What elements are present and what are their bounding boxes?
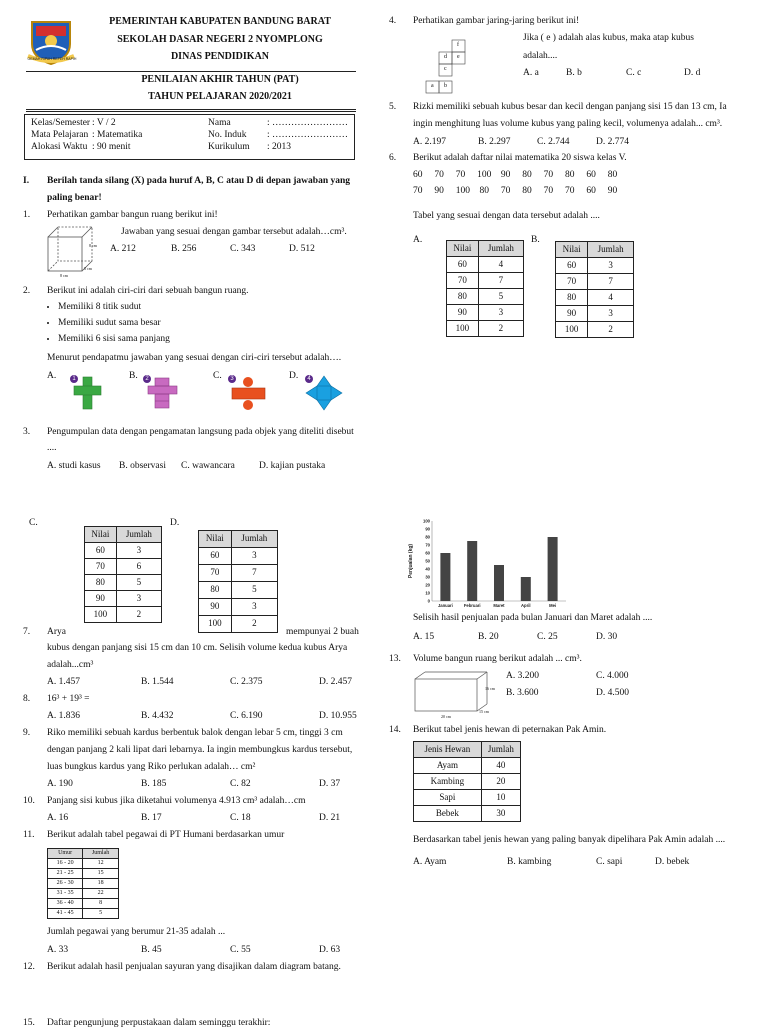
table-cell: 90	[199, 599, 232, 616]
table-row	[48, 889, 119, 899]
y-tick-label: 100	[423, 518, 430, 524]
table-cell: 3	[588, 306, 634, 322]
table-row	[85, 559, 162, 575]
q14-text: Berikut tabel jenis hewan di peternakan Pak Amin.	[413, 725, 607, 735]
table-cell: 12	[83, 859, 119, 869]
q2-bullet-3: • Memiliki 6 sisi sama panjang	[58, 334, 170, 346]
q1-option-d[interactable]: D. 512	[289, 244, 315, 254]
q12-option-d[interactable]: D. 30	[596, 632, 618, 642]
q2-bullet-1: • Memiliki 8 titik sudut	[58, 302, 170, 314]
q12-option-b[interactable]: B. 20	[478, 632, 499, 642]
section-number: I.	[23, 176, 30, 186]
kelas-value: : V / 2	[92, 118, 116, 128]
table-cell: 4	[588, 290, 634, 306]
table-cell: 40	[481, 758, 520, 774]
q4-number: 4.	[389, 16, 397, 26]
q2-badge-d: 4	[305, 375, 313, 383]
q6-table-d	[198, 530, 278, 633]
table-cell: 60	[85, 543, 117, 559]
table-cell: Kambing	[414, 774, 482, 790]
table-cell: 22	[83, 889, 119, 899]
q6-data-row-2: 70 90 100 80 70 80 70 70 60 90	[413, 186, 618, 196]
table-cell: 5	[83, 909, 119, 919]
q7-option-c[interactable]: C. 2.375	[230, 677, 263, 687]
q11-option-a[interactable]: A. 33	[47, 945, 69, 955]
q1-option-b[interactable]: B. 256	[171, 244, 197, 254]
header-divider	[26, 71, 356, 72]
q11-text-2: Jumlah pegawai yang berumur 21-35 adalah ...	[47, 927, 226, 937]
table-row	[199, 548, 278, 565]
q9-text-2: dengan panjang 2 kali lipat dari lebarnya. Ia ingin membungkus kardus tersebut,	[47, 745, 353, 755]
table-cell: 60	[447, 257, 479, 273]
table-cell: 90	[85, 591, 117, 607]
waktu-value: : 90 menit	[92, 142, 131, 152]
q11-age-table-header-1: Jumlah	[83, 849, 119, 859]
q6-table-d-header-1: Jumlah	[231, 531, 277, 548]
q1-text: Perhatikan gambar bangun ruang berikut ini!	[47, 210, 218, 220]
table-cell: 80	[199, 582, 232, 599]
table-cell: 8	[83, 899, 119, 909]
table-cell: 2	[478, 321, 523, 337]
q7-option-d[interactable]: D. 2.457	[319, 677, 352, 687]
table-row	[447, 273, 524, 289]
q9-option-d[interactable]: D. 37	[319, 779, 341, 789]
y-tick-label: 50	[425, 558, 430, 564]
q13-dim-width: 15 cm	[479, 709, 489, 714]
table-cell: 90	[447, 305, 479, 321]
q6-text-2: Tabel yang sesuai dengan data tersebut adalah ....	[413, 211, 600, 221]
table-cell: 80	[447, 289, 479, 305]
header-divider-3	[26, 111, 356, 112]
table-cell: 70	[556, 274, 588, 290]
table-row	[556, 274, 634, 290]
q9-text: Riko memiliki sebuah kardus berbentuk balok dengan lebar 5 cm, tinggi 3 cm	[47, 728, 343, 738]
table-row	[48, 899, 119, 909]
q2-badge-a: 1	[70, 375, 78, 383]
q2-number: 2.	[23, 286, 31, 296]
table-cell: 7	[588, 274, 634, 290]
q1-number: 1.	[23, 210, 31, 220]
bar	[548, 537, 558, 601]
q6-table-b-header-0: Nilai	[556, 242, 588, 258]
q12-bar-chart	[404, 515, 574, 615]
table-row	[414, 790, 521, 806]
q11-age-table-header-0: Umur	[48, 849, 83, 859]
q14-animal-table-header-0: Jenis Hewan	[414, 742, 482, 758]
q7-option-a[interactable]: A. 1.457	[47, 677, 80, 687]
exam-title: PENILAIAN AKHIR TAHUN (PAT)	[141, 74, 299, 85]
table-cell: 3	[588, 258, 634, 274]
q6-number: 6.	[389, 153, 397, 163]
table-cell: 70	[447, 273, 479, 289]
table-cell: 2	[231, 616, 277, 633]
table-cell: 100	[447, 321, 479, 337]
table-cell: 2	[116, 607, 161, 623]
q6-option-b-letter[interactable]: B.	[531, 235, 540, 245]
table-row	[85, 607, 162, 623]
q5-option-b[interactable]: B. 2.297	[478, 137, 511, 147]
q8-option-d[interactable]: D. 10.955	[319, 711, 357, 721]
q13-option-d[interactable]: D. 4.500	[596, 688, 629, 698]
induk-value[interactable]: : ……………………	[267, 130, 349, 140]
table-row	[48, 879, 119, 889]
q14-animal-table	[413, 741, 521, 822]
q14-option-b[interactable]: B. kambing	[507, 857, 552, 867]
mapel-label: Mata Pelajaran	[31, 130, 89, 140]
table-cell: 60	[556, 258, 588, 274]
q2-option-b-letter[interactable]: B.	[129, 371, 138, 381]
q14-option-d[interactable]: D. bebek	[655, 857, 690, 867]
table-cell: 5	[478, 289, 523, 305]
table-row	[48, 869, 119, 879]
table-cell: 90	[556, 306, 588, 322]
x-tick-label: Maret	[493, 603, 505, 608]
table-cell: 80	[85, 575, 117, 591]
q6-table-c-header-0: Nilai	[85, 527, 117, 543]
q15-text: Daftar pengunjung perpustakaan dalam seminggu terakhir:	[47, 1018, 271, 1028]
table-row	[447, 257, 524, 273]
q4-net-f: f	[457, 42, 459, 48]
table-row	[48, 909, 119, 919]
q1-option-a[interactable]: A. 212	[110, 244, 136, 254]
table-row	[556, 322, 634, 338]
q3-text: Pengumpulan data dengan pengamatan langsung pada objek yang diteliti disebut	[47, 427, 354, 437]
q6-table-b	[555, 241, 634, 338]
q2-badge-c: 3	[228, 375, 236, 383]
table-cell: 10	[481, 790, 520, 806]
header-line-3: DINAS PENDIDIKAN	[170, 51, 270, 62]
q2-text: Berikut ini adalah ciri-ciri dari sebuah bangun ruang.	[47, 286, 249, 296]
q4-net-a: a	[431, 83, 434, 89]
x-tick-label: April	[521, 603, 531, 608]
q13-option-a[interactable]: A. 3.200	[506, 671, 539, 681]
q13-dim-height: 16 cm	[485, 686, 495, 691]
q7-text-a: Arya	[47, 627, 66, 637]
table-cell: 26 - 30	[48, 879, 83, 889]
table-cell: Bebek	[414, 806, 482, 822]
q14-animal-table-header-row	[414, 742, 521, 758]
table-cell: 6	[116, 559, 161, 575]
student-info-box	[24, 114, 355, 160]
table-row	[447, 289, 524, 305]
kurikulum-label: Kurikulum	[208, 142, 250, 152]
table-cell: 100	[199, 616, 232, 633]
q13-option-c[interactable]: C. 4.000	[596, 671, 629, 681]
q9-option-b[interactable]: B. 185	[141, 779, 167, 789]
table-cell: 3	[231, 599, 277, 616]
q7-text-b: mempunyai 2 buah	[286, 627, 359, 637]
q4-text: Perhatikan gambar jaring-jaring berikut ini!	[413, 16, 580, 26]
nama-label: Nama	[208, 118, 231, 128]
q8-option-a[interactable]: A. 1.836	[47, 711, 80, 721]
q11-number: 11.	[23, 830, 35, 840]
table-cell: 7	[231, 565, 277, 582]
bar	[494, 565, 504, 601]
q3-text-cont: ....	[47, 443, 57, 453]
table-row	[85, 575, 162, 591]
q4-text-3: adalah....	[523, 51, 558, 61]
table-cell: 70	[85, 559, 117, 575]
q9-option-c[interactable]: C. 82	[230, 779, 251, 789]
exam-year: TAHUN PELAJARAN 2020/2021	[148, 91, 292, 102]
q11-option-d[interactable]: D. 63	[319, 945, 341, 955]
table-row	[85, 543, 162, 559]
q4-option-d[interactable]: D. d	[684, 68, 701, 78]
q13-text: Volume bangun ruang berikut adalah ... cm³.	[413, 654, 582, 664]
q14-option-c[interactable]: C. sapi	[596, 857, 623, 867]
q12-number: 12.	[23, 962, 35, 972]
q6-data-row-1: 60 70 70 100 90 80 70 80 60 80	[413, 170, 618, 180]
q3-option-d[interactable]: D. kajian pustaka	[259, 461, 326, 471]
q13-number: 13.	[389, 654, 401, 664]
y-tick-label: 0	[427, 598, 430, 604]
y-tick-label: 70	[425, 542, 430, 548]
y-tick-label: 60	[425, 550, 430, 556]
q4-net-d: d	[444, 54, 447, 60]
q10-option-c[interactable]: C. 18	[230, 813, 251, 823]
table-cell: 20	[481, 774, 520, 790]
table-cell: 70	[199, 565, 232, 582]
y-tick-label: 10	[425, 590, 430, 596]
header-line-2: SEKOLAH DASAR NEGERI 2 NYOMPLONG	[117, 34, 323, 45]
q10-text: Panjang sisi kubus jika diketahui volumenya 4.913 cm³ adalah…cm	[47, 796, 306, 806]
section-instruction-2: paling benar!	[47, 193, 102, 203]
q6-table-d-header-row	[199, 531, 278, 548]
q12-text: Berikut adalah hasil penjualan sayuran yang disajikan dalam diagram batang.	[47, 962, 341, 972]
q5-number: 5.	[389, 102, 397, 112]
table-cell: Ayam	[414, 758, 482, 774]
table-cell: 3	[116, 543, 161, 559]
q11-text: Berikut adalah tabel pegawai di PT Humani berdasarkan umur	[47, 830, 285, 840]
waktu-label: Alokasi Waktu	[31, 142, 88, 152]
table-row	[85, 591, 162, 607]
q6-option-c-letter[interactable]: C.	[29, 518, 38, 528]
q8-number: 8.	[23, 694, 31, 704]
q6-table-a-header-row	[447, 241, 524, 257]
table-row	[414, 806, 521, 822]
q5-text: Rizki memiliki sebuah kubus besar dan kecil dengan panjang sisi 15 dan 13 cm, Ia	[413, 102, 727, 112]
q6-table-d-header-0: Nilai	[199, 531, 232, 548]
nama-value[interactable]: : ……………………	[267, 118, 349, 128]
q4-text-2: Jika ( e ) adalah alas kubus, maka atap kubus	[523, 33, 694, 43]
q2-bullets	[46, 302, 170, 350]
q7-number: 7.	[23, 627, 31, 637]
q4-option-a[interactable]: A. a	[523, 68, 539, 78]
q1-option-c[interactable]: C. 343	[230, 244, 256, 254]
table-row	[199, 565, 278, 582]
bar	[440, 553, 450, 601]
table-cell: 36 - 40	[48, 899, 83, 909]
q3-option-a[interactable]: A. studi kasus	[47, 461, 101, 471]
y-tick-label: 90	[425, 526, 430, 532]
q2-bullet-2: • Memiliki sudut sama besar	[58, 318, 170, 330]
q7-text-3: adalah...cm³	[47, 660, 94, 670]
table-row	[447, 321, 524, 337]
q11-age-table	[47, 848, 119, 919]
table-row	[556, 258, 634, 274]
table-cell: 16 - 20	[48, 859, 83, 869]
q3-option-c[interactable]: C. wawancara	[181, 461, 235, 471]
table-cell: 7	[478, 273, 523, 289]
q15-number: 15.	[23, 1018, 35, 1028]
q6-table-c-header-row	[85, 527, 162, 543]
table-cell: 3	[116, 591, 161, 607]
q13-dim-length: 20 cm	[441, 714, 451, 719]
q11-age-table-header-row	[48, 849, 119, 859]
q6-table-a-header-1: Jumlah	[478, 241, 523, 257]
q12-option-a[interactable]: A. 15	[413, 632, 435, 642]
table-cell: 3	[478, 305, 523, 321]
x-tick-label: Januari	[437, 603, 453, 608]
header-divider-2	[26, 109, 356, 110]
table-row	[199, 599, 278, 616]
q7-text-2: kubus dengan panjang sisi 15 cm dan 10 cm. Selisih volume kedua kubus Arya	[47, 643, 348, 653]
y-tick-label: 30	[425, 574, 430, 580]
y-axis-label: Penjualan (kg)	[408, 543, 414, 579]
q8-option-c[interactable]: C. 6.190	[230, 711, 263, 721]
table-cell: 80	[556, 290, 588, 306]
q5-option-d[interactable]: D. 2.774	[596, 137, 629, 147]
q12-option-c[interactable]: C. 25	[537, 632, 558, 642]
table-cell: 15	[83, 869, 119, 879]
q14-option-a[interactable]: A. Ayam	[413, 857, 447, 867]
table-cell: 18	[83, 879, 119, 889]
q14-animal-table-header-1: Jumlah	[481, 742, 520, 758]
bar	[467, 541, 477, 601]
q2-text-2: Menurut pendapatmu jawaban yang sesuai dengan ciri-ciri tersebut adalah….	[47, 353, 342, 363]
table-row	[48, 859, 119, 869]
table-cell: 60	[199, 548, 232, 565]
q9-text-3: luas bungkus kardus yang Riko perlukan adalah… cm²	[47, 762, 256, 772]
q2-badge-b: 2	[143, 375, 151, 383]
q6-table-c-header-1: Jumlah	[116, 527, 161, 543]
y-tick-label: 80	[425, 534, 430, 540]
q4-option-b[interactable]: B. b	[566, 68, 582, 78]
q1-dim-3: 8 cm	[60, 273, 68, 278]
q10-number: 10.	[23, 796, 35, 806]
q5-option-a[interactable]: A. 2.197	[413, 137, 446, 147]
logo-ribbon-text: GEMAH RIPAH REPEH RAPIH	[27, 57, 77, 61]
q9-number: 9.	[23, 728, 31, 738]
header-line-1: PEMERINTAH KABUPATEN BANDUNG BARAT	[109, 16, 331, 27]
q11-option-b[interactable]: B. 45	[141, 945, 162, 955]
q5-option-c[interactable]: C. 2.744	[537, 137, 570, 147]
q14-number: 14.	[389, 725, 401, 735]
q9-option-a[interactable]: A. 190	[47, 779, 73, 789]
table-cell: 2	[588, 322, 634, 338]
induk-label: No. Induk	[208, 130, 247, 140]
q6-table-a	[446, 240, 524, 337]
kurikulum-value: : 2013	[267, 142, 292, 152]
x-tick-label: Mei	[549, 603, 557, 608]
q6-table-b-header-row	[556, 242, 634, 258]
q10-option-d[interactable]: D. 21	[319, 813, 341, 823]
table-cell: 5	[116, 575, 161, 591]
q6-table-c	[84, 526, 162, 623]
q12-chart-svg	[404, 515, 574, 615]
section-instruction: Berilah tanda silang (X) pada huruf A, B, C atau D di depan jawaban yang	[47, 176, 351, 186]
table-cell: 4	[478, 257, 523, 273]
q6-table-a-header-0: Nilai	[447, 241, 479, 257]
q6-option-d-letter[interactable]: D.	[170, 518, 180, 528]
table-cell: Sapi	[414, 790, 482, 806]
table-cell: 5	[231, 582, 277, 599]
mapel-value: : Matematika	[92, 130, 143, 140]
q4-net-b: b	[444, 83, 447, 89]
q11-option-c[interactable]: C. 55	[230, 945, 251, 955]
q6-option-a-letter[interactable]: A.	[413, 235, 423, 245]
table-row	[447, 305, 524, 321]
y-tick-label: 20	[425, 582, 430, 588]
q8-option-b[interactable]: B. 4.432	[141, 711, 174, 721]
q8-text: 16³ + 19³ =	[47, 694, 90, 704]
q14-text-2: Berdasarkan tabel jenis hewan yang paling banyak dipelihara Pak Amin adalah ....	[413, 835, 726, 845]
table-row	[414, 774, 521, 790]
q13-option-b[interactable]: B. 3.600	[506, 688, 539, 698]
q10-option-a[interactable]: A. 16	[47, 813, 69, 823]
table-cell: 21 - 25	[48, 869, 83, 879]
q1-dim-2: 8 cm	[84, 266, 92, 271]
table-row	[556, 290, 634, 306]
bar	[521, 577, 531, 601]
q3-number: 3.	[23, 427, 31, 437]
q6-text: Berikut adalah daftar nilai matematika 20 siswa kelas V.	[413, 153, 627, 163]
q1-dim-1: 8 cm	[89, 243, 97, 248]
table-cell: 41 - 45	[48, 909, 83, 919]
q1-text-2: Jawaban yang sesuai dengan gambar tersebut adalah…cm³.	[121, 227, 347, 237]
table-cell: 31 - 35	[48, 889, 83, 899]
kelas-label: Kelas/Semester	[31, 118, 91, 128]
q4-net-c: c	[444, 66, 447, 72]
q3-option-b[interactable]: B. observasi	[119, 461, 166, 471]
table-cell: 30	[481, 806, 520, 822]
q4-option-c[interactable]: C. c	[626, 68, 642, 78]
q7-option-b[interactable]: B. 1.544	[141, 677, 174, 687]
table-cell: 3	[231, 548, 277, 565]
table-row	[414, 758, 521, 774]
q12-text-2: Selisih hasil penjualan pada bulan Januari dan Maret adalah ....	[413, 613, 653, 623]
q5-text-2: ingin menghitung luas volume kubus yang paling kecil, volumenya adalah... cm³.	[413, 119, 723, 129]
q2-option-a-letter[interactable]: A.	[47, 371, 57, 381]
x-tick-label: Februari	[463, 603, 481, 608]
q10-option-b[interactable]: B. 17	[141, 813, 162, 823]
q2-option-c-letter[interactable]: C.	[213, 371, 222, 381]
table-row	[199, 582, 278, 599]
table-row	[556, 306, 634, 322]
table-cell: 100	[556, 322, 588, 338]
q2-option-d-letter[interactable]: D.	[289, 371, 299, 381]
q6-table-b-header-1: Jumlah	[588, 242, 634, 258]
table-cell: 100	[85, 607, 117, 623]
y-tick-label: 40	[425, 566, 430, 572]
table-row	[199, 616, 278, 633]
q4-net-e: e	[457, 54, 460, 60]
